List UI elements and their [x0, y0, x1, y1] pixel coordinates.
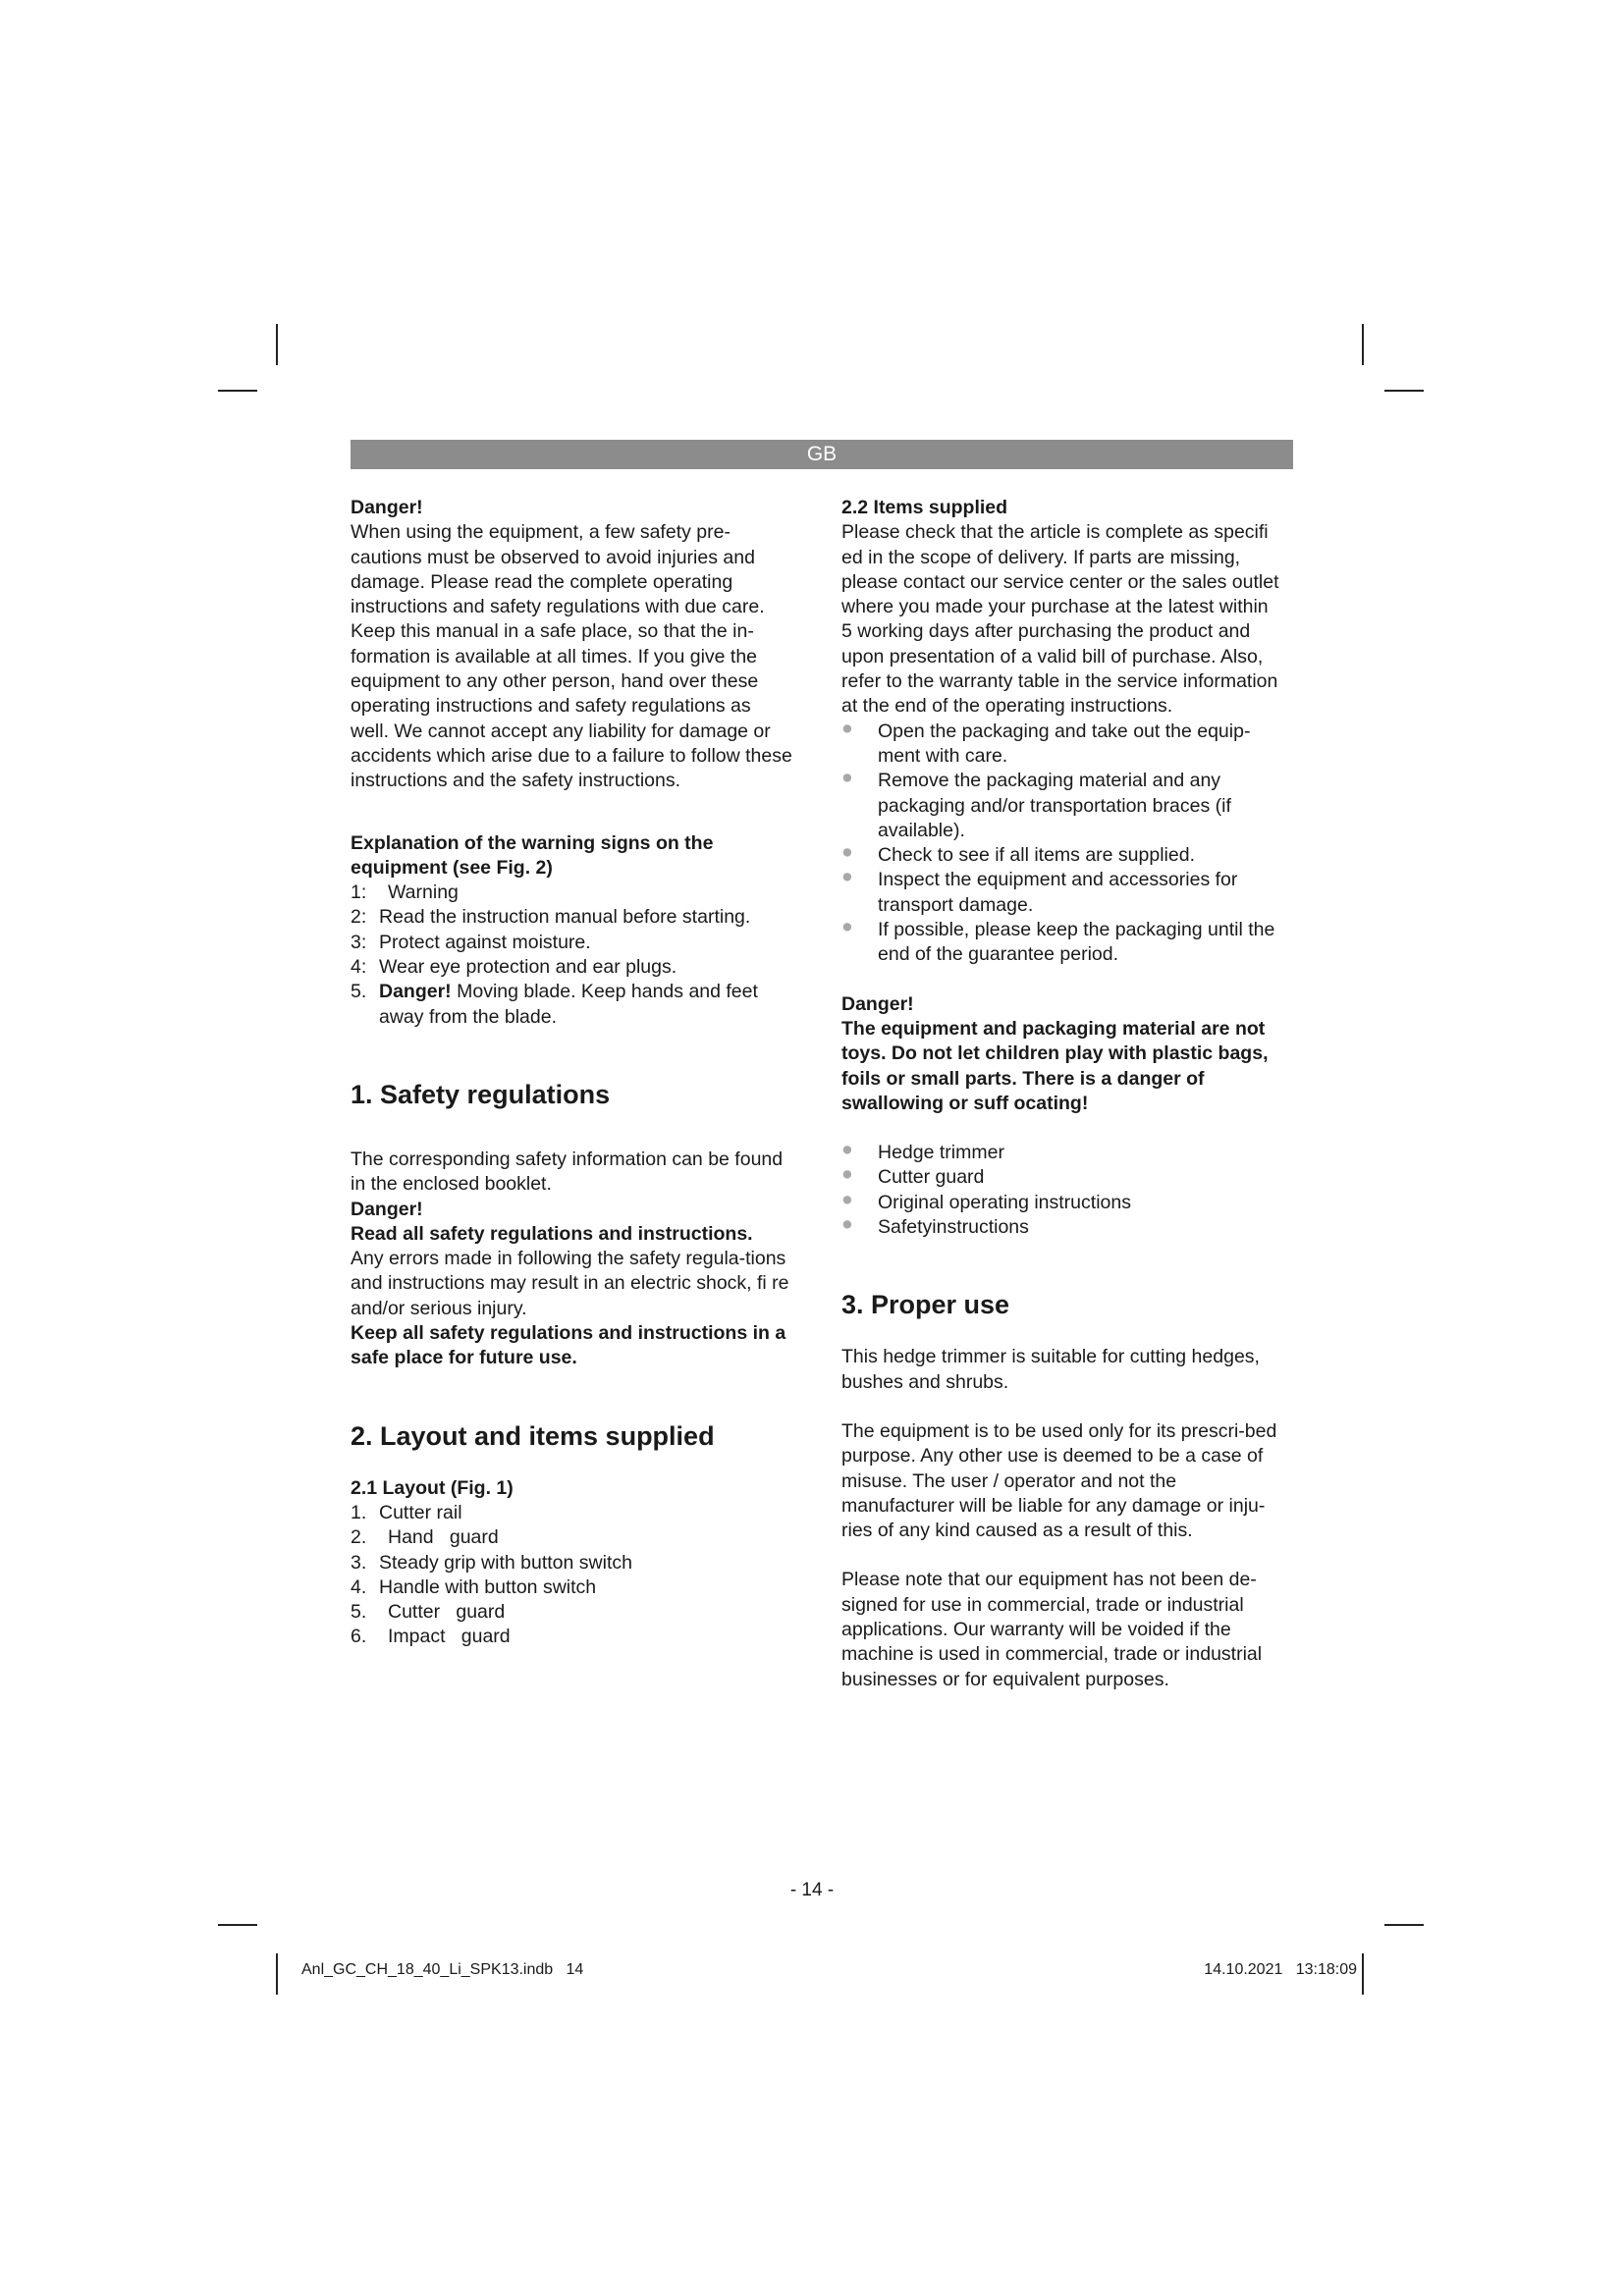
- bullet-icon: ●: [841, 1139, 853, 1161]
- warning-signs-title: Explanation of the warning signs on the equipment (see Fig. 2): [351, 831, 714, 879]
- list-item: 3. Steady grip with button switch: [351, 1551, 632, 1574]
- proper-use-p1: This hedge trimmer is suitable for cutting hedges, bushes and shrubs.: [841, 1346, 1260, 1393]
- bullet-icon: ●: [841, 1188, 853, 1210]
- items-supplied-text: Please check that the article is complete as specifi ed in the scope of delivery. If parts are missing, please contact our service center or the sales outlet where you made your purchase at the latest within 5 working days after purchasing the product and upon presentation of a valid bill of purchase. Also, refer to the warranty table in the service information at the end of the operating instructions.: [841, 521, 1279, 718]
- crop-mark: [1384, 390, 1424, 392]
- right-column: [841, 496, 1283, 1692]
- errors-text: Any errors made in following the safety regula-tions and instructions may result in an electric shock, fi re and/or serious injury.: [351, 1248, 789, 1319]
- proper-use-p2: The equipment is to be used only for its prescri-bed purpose. Any other use is deemed to be a case of misuse. The user / operator and not the manufacturer will be liable for any damage or inju-ries of any kind caused as a result of this.: [841, 1419, 1277, 1542]
- danger-title: Danger!: [351, 497, 423, 518]
- section-heading-proper-use: 3. Proper use: [841, 1290, 1010, 1320]
- safety-danger-title: Danger!: [351, 1198, 423, 1220]
- language-code: GB: [806, 443, 838, 465]
- safety-info-text: The corresponding safety information can be found in the enclosed booklet.: [351, 1148, 784, 1196]
- bullet-icon: ●: [841, 717, 853, 739]
- read-all-notice: Read all safety regulations and instructions.: [351, 1222, 753, 1245]
- crop-mark: [218, 1924, 257, 1926]
- list-item: ● Inspect the equipment and accessories for transport damage.: [841, 866, 1238, 916]
- list-item: ● Cutter guard: [841, 1163, 985, 1189]
- list-item: 2. Hand guard: [351, 1526, 499, 1549]
- crop-mark: [276, 324, 278, 365]
- section-heading-layout: 2. Layout and items supplied: [351, 1420, 715, 1451]
- bullet-icon: ●: [841, 1163, 853, 1186]
- list-item: ● Open the packaging and take out the equip-ment with care.: [841, 717, 1251, 767]
- footer-file: Anl_GC_CH_18_40_Li_SPK13.indb 14: [301, 1961, 584, 1978]
- supplied-list: [841, 1141, 1283, 1240]
- bullet-icon: ●: [841, 841, 853, 864]
- bullet-icon: ●: [841, 1213, 853, 1236]
- list-item: ● Original operating instructions: [841, 1188, 1131, 1213]
- list-item: 1. Cutter rail: [351, 1501, 462, 1523]
- bullet-icon: ●: [841, 916, 853, 938]
- list-item: ● Remove the packaging material and any packaging and/or transportation braces (if available).: [841, 767, 1231, 841]
- crop-mark: [1362, 1953, 1364, 1995]
- section-heading-safety: 1. Safety regulations: [351, 1079, 611, 1109]
- left-column: [351, 496, 792, 1650]
- proper-use-p3: Please note that our equipment has not been de-signed for use in commercial, trade or industrial applications. Our warranty will be voided if the machine is used in commercial, trade or industrial businesses or for equivalent purposes.: [841, 1569, 1263, 1690]
- layout-subtitle: 2.1 Layout (Fig. 1): [351, 1476, 514, 1499]
- danger-text-right: The equipment and packaging material are not toys. Do not let children play with plastic bags, foils or small parts. There is a danger of swallowing or suff ocating!: [841, 1017, 1269, 1114]
- footer-timestamp: 14.10.2021 13:18:09: [1204, 1961, 1357, 1978]
- warning-signs-list: [351, 881, 792, 1030]
- items-supplied-title: 2.2 Items supplied: [841, 497, 1008, 518]
- list-item: 4. Handle with button switch: [351, 1575, 597, 1598]
- keep-notice: Keep all safety regulations and instructions in a safe place for future use.: [351, 1322, 786, 1369]
- bullet-icon: ●: [841, 767, 853, 789]
- list-item: ● If possible, please keep the packaging until the end of the guarantee period.: [841, 916, 1275, 966]
- list-item: 5. Cutter guard: [351, 1601, 506, 1624]
- list-item: 5. Danger! Moving blade. Keep hands and feet away from the blade.: [351, 981, 758, 1028]
- list-item: 4: Wear eye protection and ear plugs.: [351, 956, 677, 979]
- crop-mark: [1384, 1924, 1424, 1926]
- crop-mark: [276, 1953, 278, 1995]
- layout-list: [351, 1501, 792, 1650]
- list-item: ● Check to see if all items are supplied.: [841, 841, 1195, 867]
- crop-mark: [1362, 324, 1364, 365]
- danger-text: When using the equipment, a few safety pre-cautions must be observed to avoid injuries and damage. Please read the complete operating instructions and safety regulations with due care. Keep this manual in a safe place, so that the in-formation is available at all times. If you give the equipment to any other person, hand over these operating instructions and safety regulations as well. We cannot accept any liability for damage or accidents which arise due to a failure to follow these instructions and the safety instructions.: [351, 521, 792, 792]
- check-list: [841, 717, 1283, 968]
- language-header-band: [351, 440, 1293, 469]
- list-item: ● Safetyinstructions: [841, 1213, 1029, 1239]
- list-item: 1: Warning: [351, 881, 459, 904]
- list-item: 6. Impact guard: [351, 1626, 511, 1648]
- list-item: 2: Read the instruction manual before starting.: [351, 906, 751, 929]
- danger-title-right: Danger!: [841, 992, 914, 1015]
- bullet-icon: ●: [841, 866, 853, 888]
- list-item: 3: Protect against moisture.: [351, 931, 591, 953]
- crop-mark: [218, 390, 257, 392]
- page-number: - 14 -: [789, 1880, 835, 1900]
- list-item: ● Hedge trimmer: [841, 1139, 1004, 1164]
